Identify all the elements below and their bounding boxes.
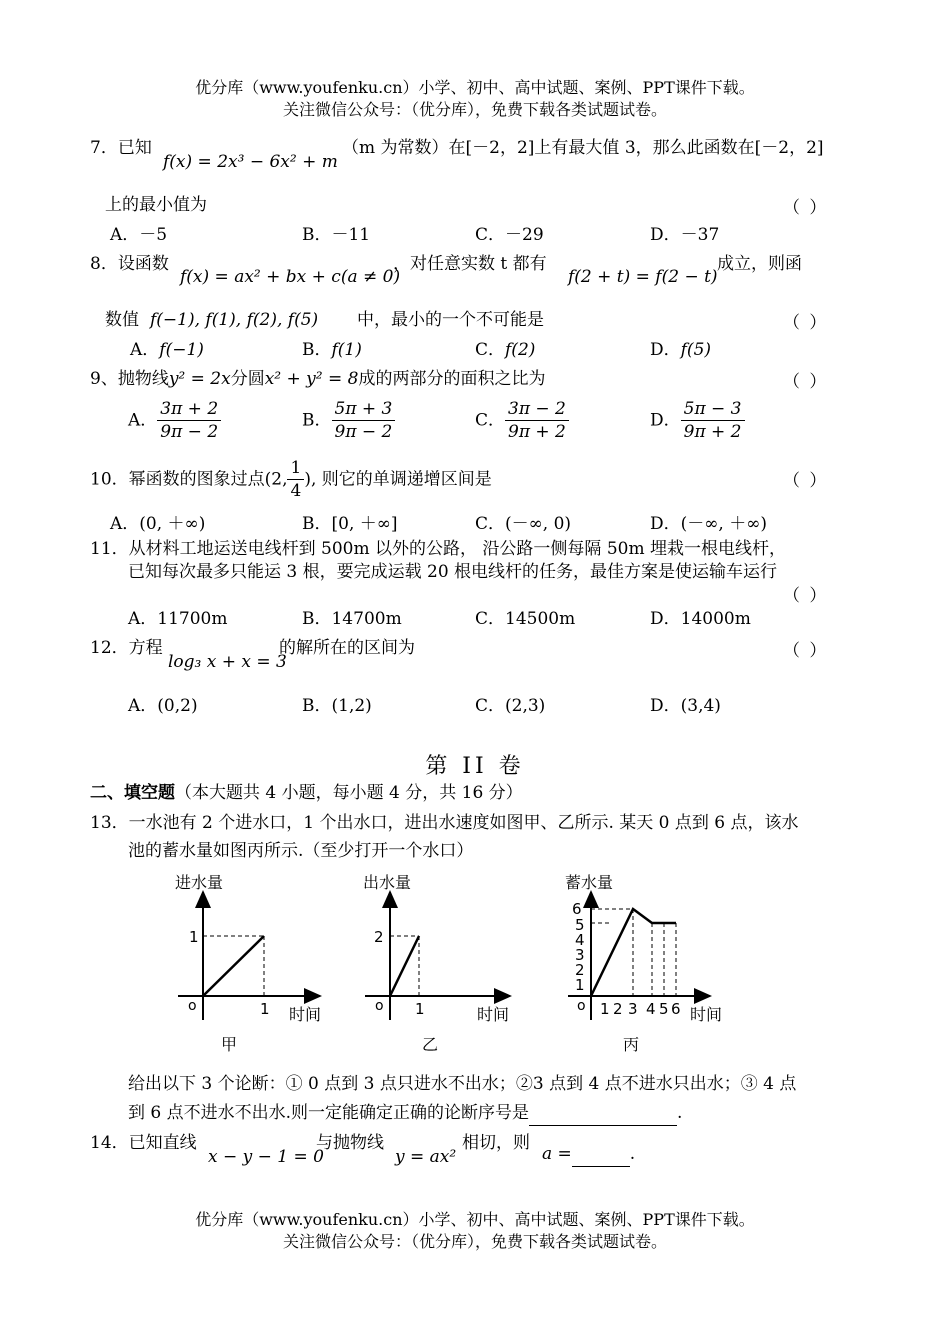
footer-line-1: 优分库（www.youfenku.cn）小学、初中、高中试题、案例、PPT课件下载。 (195, 1210, 755, 1229)
g3-xtick-6: 6 (671, 1000, 681, 1018)
q13-line4: 到 6 点不进水不出水.则一定能确定正确的论断序号是 . (128, 1101, 682, 1126)
q8-option-d-formula: f(5) (680, 340, 712, 360)
graph-bing (565, 873, 722, 1054)
q7-text2: 上的最小值为 (105, 195, 207, 215)
q14-text1: 与抛物线 (316, 1133, 384, 1153)
q8-option-c: C．f(2) (475, 340, 536, 360)
q10-option-a: A．(0, ＋∞) (110, 514, 206, 534)
q11-line1: 11．从材料工地运送电线杆到 500m 以外的公路， 沿公路一侧每隔 50m 埋栽一根电线杆， (90, 539, 786, 559)
g2-xtick: 1 (415, 1000, 425, 1018)
q8-text3-formula: f(−1), f(1), f(2), f(5) (150, 310, 319, 330)
q14-formula1: x − y − 1 = 0 (208, 1147, 324, 1167)
g3-ylabel: 蓄水量 (565, 873, 614, 892)
q11-option-d: D．14000m (650, 609, 751, 629)
q13-line3: 给出以下 3 个论断：① 0 点到 3 点只进水不出水；②3 点到 4 点不进水只出水；③ 4 点 (128, 1074, 797, 1094)
q12-option-b: B．(1,2) (302, 696, 372, 716)
q14-num: 14．已知直线 (90, 1133, 197, 1153)
q8-text3-b: 中，最小的一个不可能是 (357, 310, 544, 330)
g3-ytick-2: 2 (575, 961, 585, 979)
footer-line-2: 关注微信公众号：（优分库），免费下载各类试题试卷。 (282, 1232, 667, 1251)
q8-option-a: A．f(−1) (130, 340, 204, 360)
q11-answer-bracket: （ ） (783, 586, 829, 606)
q7-num: 7．已知 (90, 138, 152, 158)
g3-origin: o (577, 998, 586, 1014)
g1-caption: 甲 (221, 1035, 238, 1054)
graph-yi (363, 873, 510, 1054)
q8-option-a-formula: f(−1) (159, 340, 204, 360)
g3-xlabel: 时间 (690, 1005, 723, 1024)
q14-answer: a = . (542, 1142, 635, 1167)
q7-option-d: D．－37 (650, 225, 720, 245)
q12-option-c: C．(2,3) (475, 696, 546, 716)
q8-option-c-formula: f(2) (505, 340, 536, 360)
g1-xlabel: 时间 (289, 1005, 322, 1024)
q8-formula2: f(2 + t) = f(2 − t) (568, 267, 718, 287)
q9-option-c: C． $\frac{3\pi - 2}{9\pi + 2}$ (475, 398, 569, 443)
q8-answer-bracket: （ ） (783, 313, 829, 333)
g1-xtick: 1 (260, 1000, 270, 1018)
q8-option-b-formula: f(1) (331, 340, 362, 360)
g2-caption: 乙 (422, 1035, 439, 1054)
g3-xtick-3: 3 (628, 1000, 638, 1018)
g1-ylabel: 进水量 (175, 873, 224, 892)
q9-answer-bracket: （ ） (783, 372, 829, 392)
header-line-1: 优分库（www.youfenku.cn）小学、初中、高中试题、案例、PPT课件下载。 (195, 78, 755, 97)
g2-origin: o (375, 998, 384, 1014)
g2-ytick: 2 (374, 928, 384, 946)
g3-ytick-6: 6 (572, 900, 582, 918)
q13-answer-blank[interactable] (529, 1101, 677, 1126)
q9-option-a: A． $\frac{3\pi + 2}{9\pi - 2}$ (128, 398, 221, 443)
q11-line2: 已知每次最多只能运 3 根，要完成运载 20 根电线杆的任务，最佳方案是使运输车运行 (128, 562, 778, 582)
q9-option-b: B． $\frac{5\pi + 3}{9\pi - 2}$ (302, 398, 395, 443)
g1-ytick: 1 (189, 928, 199, 946)
q8-num: 8．设函数 (90, 254, 169, 274)
g2-ylabel: 出水量 (363, 873, 412, 892)
g3-ytick-5: 5 (575, 916, 585, 934)
graph-jia (175, 873, 321, 1054)
q12-answer-bracket: （ ） (783, 641, 829, 661)
g2-xlabel: 时间 (477, 1005, 510, 1024)
q9-stem: 9、抛物线y² = 2x分圆x² + y² = 8成的两部分的面积之比为 (90, 369, 546, 389)
q9-f2: x² + y² = 8 (264, 369, 359, 389)
q12-option-d: D．(3,4) (650, 696, 721, 716)
g3-ytick-3: 3 (575, 946, 585, 964)
q9-option-d: D． $\frac{5\pi - 3}{9\pi + 2}$ (650, 398, 745, 443)
q13-graphs (0, 860, 950, 1060)
q8-text2: 成立，则函 (717, 254, 802, 274)
q11-option-a: A．11700m (128, 609, 228, 629)
q13-line2: 池的蓄水量如图丙所示.（至少打开一个水口） (128, 841, 474, 861)
q10-option-b: B．[0, ＋∞] (302, 514, 398, 534)
q12-text: 的解所在的区间为 (279, 638, 415, 658)
g3-xtick-2: 2 (613, 1000, 623, 1018)
q13-line1: 13．一水池有 2 个进水口，1 个出水口，进出水速度如图甲、乙所示. 某天 0 点到 6 点，该水 (90, 813, 799, 833)
q10-option-d: D．(－∞, ＋∞) (650, 514, 768, 534)
q8-option-d: D．f(5) (650, 340, 712, 360)
g3-caption: 丙 (623, 1035, 640, 1054)
part2-title: 第 II 卷 (425, 754, 525, 779)
q7-option-a: A．－5 (110, 225, 168, 245)
g1-origin: o (188, 998, 197, 1014)
g3-ytick-4: 4 (575, 931, 585, 949)
g3-xtick-1: 1 (600, 1000, 610, 1018)
q7-answer-bracket: （ ） (783, 198, 829, 218)
q12-num: 12．方程 (90, 638, 163, 658)
q7-text1: （m 为常数）在[－2，2]上有最大值 3，那么此函数在[－2，2] (342, 138, 824, 158)
q8-option-b: B．f(1) (302, 340, 362, 360)
q10-answer-bracket: （ ） (783, 471, 829, 491)
q8-text3-a: 数值 (105, 310, 139, 330)
section-heading: 二、填空题（本大题共 4 小题，每小题 4 分，共 16 分） (90, 783, 523, 803)
q11-option-b: B．14700m (302, 609, 402, 629)
header-line-2: 关注微信公众号：（优分库），免费下载各类试题试卷。 (282, 100, 667, 119)
q10-option-c: C．(－∞, 0) (475, 514, 572, 534)
q7-option-b: B．－11 (302, 225, 371, 245)
q7-option-c: C．－29 (475, 225, 544, 245)
q10-stem: 10．幂函数的图象过点(2, $\frac{1}{4}$ ), 则它的单调递增区间是 (90, 458, 492, 501)
g3-xtick-4: 4 (646, 1000, 656, 1018)
g3-ytick-1: 1 (575, 976, 585, 994)
q14-text2: 相切，则 (462, 1133, 530, 1153)
q8-text1: ，对任意实数 t 都有 (393, 254, 547, 274)
q12-option-a: A．(0,2) (128, 696, 198, 716)
q14-formula2: y = ax² (395, 1147, 457, 1167)
q11-option-c: C．14500m (475, 609, 576, 629)
q7-formula: f(x) = 2x³ − 6x² + m (163, 152, 338, 172)
q12-formula: log₃ x + x = 3 (168, 652, 287, 672)
g3-xtick-5: 5 (659, 1000, 669, 1018)
q8-formula1: f(x) = ax² + bx + c(a ≠ 0) (180, 267, 401, 287)
q14-answer-blank[interactable] (572, 1142, 630, 1167)
q9-f1: y² = 2x (168, 369, 231, 389)
